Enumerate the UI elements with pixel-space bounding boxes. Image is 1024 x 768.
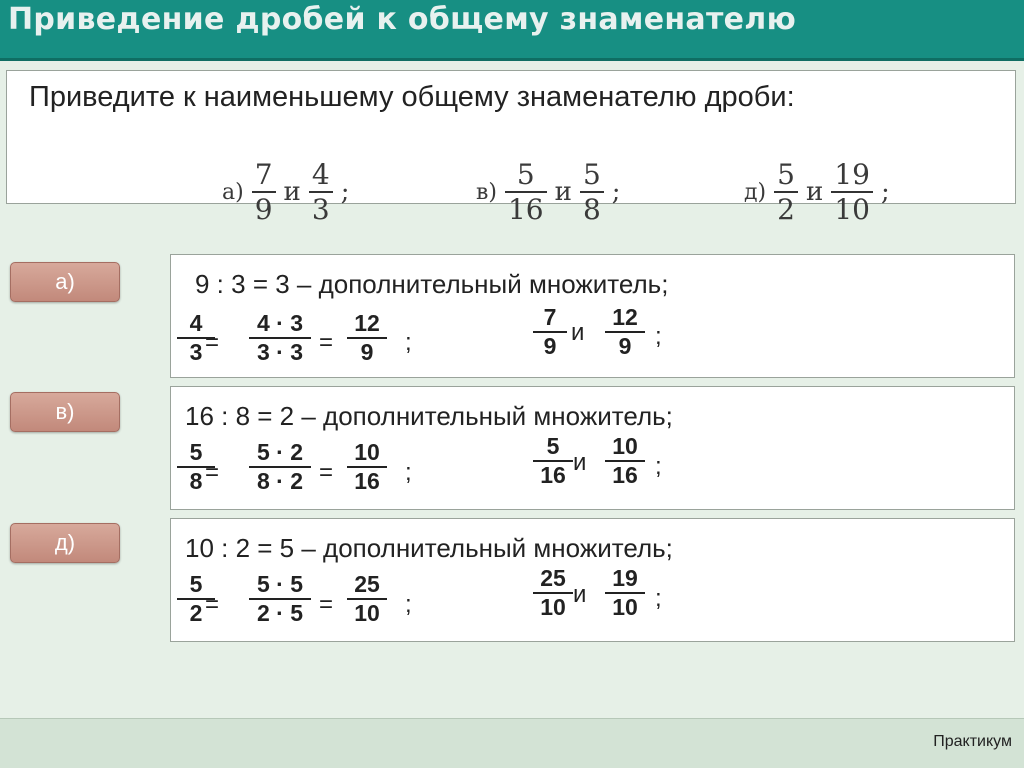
answer-fraction: $\frac{19}{10}$ xyxy=(605,565,645,621)
equals-sign: = xyxy=(319,329,334,356)
task-semicolon: ; xyxy=(880,177,890,207)
task-item-v xyxy=(476,158,621,226)
semicolon: ; xyxy=(655,323,662,350)
semicolon: ; xyxy=(405,329,412,356)
answer-fraction: $\frac{10}{16}$ xyxy=(605,433,645,489)
equals-sign: = xyxy=(205,591,220,618)
equals-sign: = xyxy=(205,329,220,356)
solution-v-button[interactable]: в) xyxy=(10,392,120,432)
task-fraction: 5 8 xyxy=(580,158,604,226)
factor-line: 16 : 8 = 2 – дополнительный множитель; xyxy=(185,401,673,431)
task-fractions xyxy=(0,158,1024,248)
task-fraction: 5 2 xyxy=(774,158,798,226)
result-fraction: $\frac{10}{16}$ xyxy=(347,439,387,495)
task-fraction: 7 9 xyxy=(252,158,276,226)
factor-line: 9 : 3 = 3 – дополнительный множитель; xyxy=(195,269,669,299)
source-fraction: $\frac{4}{3}$ xyxy=(177,310,215,366)
semicolon: ; xyxy=(405,591,412,618)
semicolon: ; xyxy=(655,585,662,612)
task-conjunction: и xyxy=(283,177,301,207)
equals-sign: = xyxy=(319,459,334,486)
expanded-fraction: $\frac{5 \cdot 5}{2 \cdot 5}$ xyxy=(249,571,311,627)
task-item-a xyxy=(222,158,349,226)
task-item-label: д) xyxy=(744,179,767,205)
conjunction: и xyxy=(571,319,585,346)
answer-fraction: $\frac{25}{10}$ xyxy=(533,565,573,621)
factor-line: 10 : 2 = 5 – дополнительный множитель; xyxy=(185,533,673,563)
solution-panel-d xyxy=(170,518,1015,642)
semicolon: ; xyxy=(405,459,412,486)
task-item-d xyxy=(744,158,890,226)
title-bar xyxy=(0,0,1024,61)
task-semicolon: ; xyxy=(340,177,350,207)
task-fraction: 4 3 xyxy=(309,158,333,226)
solution-panel-v xyxy=(170,386,1015,510)
equals-sign: = xyxy=(319,591,334,618)
footer-bar xyxy=(0,718,1024,768)
task-semicolon: ; xyxy=(611,177,621,207)
page-title: Приведение дробей к общему знаменателю xyxy=(8,2,797,37)
result-fraction: $\frac{25}{10}$ xyxy=(347,571,387,627)
expanded-fraction: $\frac{5 \cdot 2}{8 \cdot 2}$ xyxy=(249,439,311,495)
solution-a-button[interactable]: а) xyxy=(10,262,120,302)
task-item-label: в) xyxy=(476,179,497,205)
footer-label: Практикум xyxy=(933,733,1012,750)
source-fraction: $\frac{5}{2}$ xyxy=(177,571,215,627)
answer-fraction: $\frac{5}{16}$ xyxy=(533,433,573,489)
task-fraction: 19 10 xyxy=(831,158,873,226)
task-conjunction: и xyxy=(805,177,824,207)
equals-sign: = xyxy=(205,459,220,486)
task-conjunction: и xyxy=(554,177,572,207)
conjunction: и xyxy=(573,581,587,608)
solution-d-button[interactable]: д) xyxy=(10,523,120,563)
source-fraction: $\frac{5}{8}$ xyxy=(177,439,215,495)
task-prompt: Приведите к наименьшему общему знаменателю дроби: xyxy=(29,81,795,113)
answer-fraction: $\frac{7}{9}$ xyxy=(533,304,567,360)
task-fraction: 5 16 xyxy=(505,158,547,226)
result-fraction: $\frac{12}{9}$ xyxy=(347,310,387,366)
expanded-fraction: $\frac{4 \cdot 3}{3 \cdot 3}$ xyxy=(249,310,311,366)
answer-fraction: $\frac{12}{9}$ xyxy=(605,304,645,360)
conjunction: и xyxy=(573,449,587,476)
solution-panel-a xyxy=(170,254,1015,378)
semicolon: ; xyxy=(655,453,662,480)
task-item-label: а) xyxy=(222,179,244,205)
